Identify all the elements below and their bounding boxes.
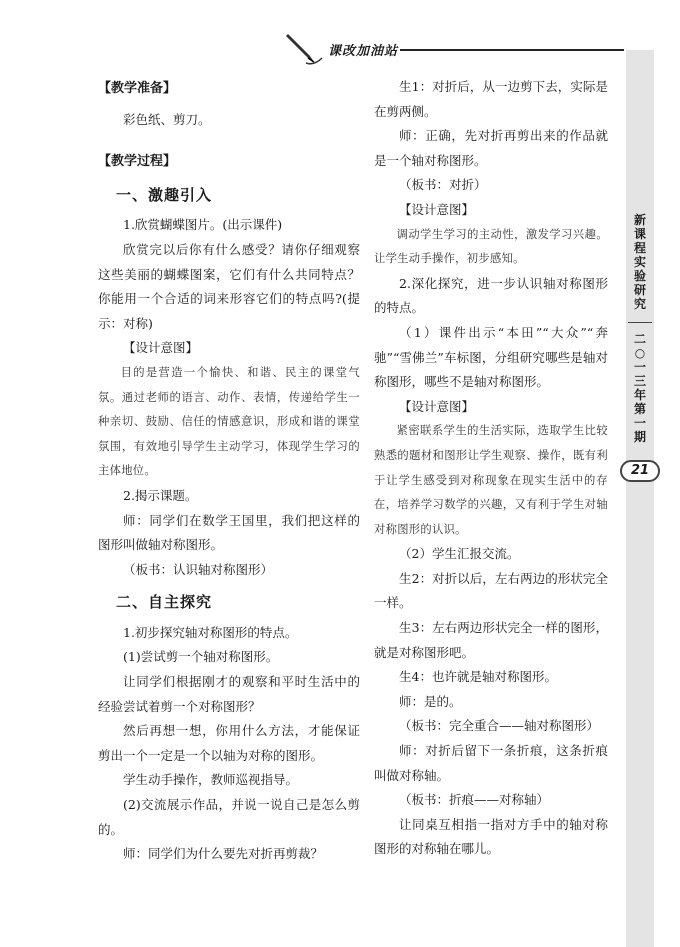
paragraph: 1.欣赏蝴蝶图片。(出示课件) <box>123 217 283 233</box>
journal-issue: 二 ○ 一 三 年 第 一 期 <box>633 332 646 444</box>
process-heading: 【教学过程】 <box>98 154 177 170</box>
section-title: 课改加油站 <box>328 44 399 59</box>
design-intent-label: 【设计意图】 <box>123 340 199 356</box>
paragraph: （2）学生汇报交流。 <box>399 546 520 562</box>
paragraph: 欣赏完以后你有什么感受？请你仔细观察这些美丽的蝴蝶图案，它们有什么共同特点？你能用一个合适的词来形容它们的特点吗?(提示：对称) <box>98 241 360 331</box>
paragraph: 2.揭示课题。 <box>123 487 198 503</box>
paragraph: 师：同学们为什么要先对折再剪裁？ <box>123 846 324 862</box>
paragraph: 学生动手操作，教师巡视指导。 <box>123 772 299 788</box>
paragraph: 生4：也许就是轴对称图形。 <box>399 669 557 685</box>
page-header <box>0 0 680 70</box>
paragraph: (1)尝试剪一个轴对称图形。 <box>123 649 279 665</box>
design-intent-text: 目的是营造一个愉快、和谐、民主的课堂气氛。通过老师的语言、动作、表情，传递给学生一种亲切、鼓励、信任的情感意识，形成和谐的课堂氛围，有效地引导学生主动学习，体现学生学习的主体地位。 <box>98 365 360 478</box>
section-heading: 一、激趣引入 <box>116 185 213 204</box>
design-intent-label: 【设计意图】 <box>399 201 475 217</box>
board-note: （板书：折痕——对称轴） <box>399 792 550 808</box>
left-column <box>98 75 360 867</box>
header-rule <box>400 49 624 51</box>
paragraph: (2)交流展示作品，并说一说自己是怎么剪的。 <box>98 797 360 837</box>
sidebar-divider <box>628 322 652 323</box>
board-note: （板书：对折） <box>399 177 487 193</box>
paragraph: 师：正确，先对折再剪出来的作品就是一个轴对称图形。 <box>374 128 608 168</box>
board-note: （板书：认识轴对称图形） <box>123 561 274 577</box>
pen-icon <box>284 30 324 66</box>
paragraph: 生3：左右两边形状完全一样的图形，就是对称图形吧。 <box>374 620 608 660</box>
design-intent-text: 调动学生学习的主动性，激发学习兴趣。让学生动手操作，初步感知。 <box>374 227 608 266</box>
right-column <box>374 75 608 862</box>
section-heading: 二、自主探究 <box>116 593 213 612</box>
paragraph: 1.初步探究轴对称图形的特点。 <box>123 624 298 640</box>
paragraph: 师：同学们在数学王国里，我们把这样的图形叫做轴对称图形。 <box>98 512 360 553</box>
design-intent-label: 【设计意图】 <box>399 398 475 414</box>
paragraph: （1）课件出示“本田”“大众”“奔驰”“雪佛兰”车标图，分组研究哪些是轴对称图形，哪些不是轴对称图形。 <box>374 324 608 390</box>
paragraph: 让同学们根据刚才的观察和平时生活中的经验尝试着剪一个对称图形？ <box>98 674 360 714</box>
paragraph: 让同桌互相指一指对方手中的轴对称图形的对称轴在哪儿。 <box>374 816 608 857</box>
paragraph: 师：对折后留下一条折痕，这条折痕叫做对称轴。 <box>374 743 608 783</box>
board-note: （板书：完全重合——轴对称图形） <box>399 718 600 734</box>
paragraph: 生2：对折以后，左右两边的形状完全一样。 <box>374 570 608 611</box>
design-intent-text: 紧密联系学生的生活实际，选取学生比较熟悉的题材和图形让学生观察、操作，既有利于让学生感受到对称现象在现实生活中的存在，培养学习数学的兴趣，又有利于学生对轴对称图形的认识。 <box>374 424 608 536</box>
prep-text: 彩色纸、剪刀。 <box>123 111 211 127</box>
paragraph: 2.深化探究，进一步认识轴对称图形的特点。 <box>374 275 608 316</box>
paragraph: 然后再想一想，你用什么方法，才能保证剪出一个一定是一个以轴为对称的图形。 <box>98 723 360 763</box>
journal-sidebar <box>626 50 654 947</box>
page-number: 21 <box>620 460 660 482</box>
paragraph: 生1：对折后，从一边剪下去，实际是在剪两侧。 <box>374 79 608 119</box>
journal-name: 新 课 程 实 验 研 究 <box>633 213 646 311</box>
paragraph: 师：是的。 <box>399 693 462 709</box>
prep-heading: 【教学准备】 <box>98 81 177 96</box>
